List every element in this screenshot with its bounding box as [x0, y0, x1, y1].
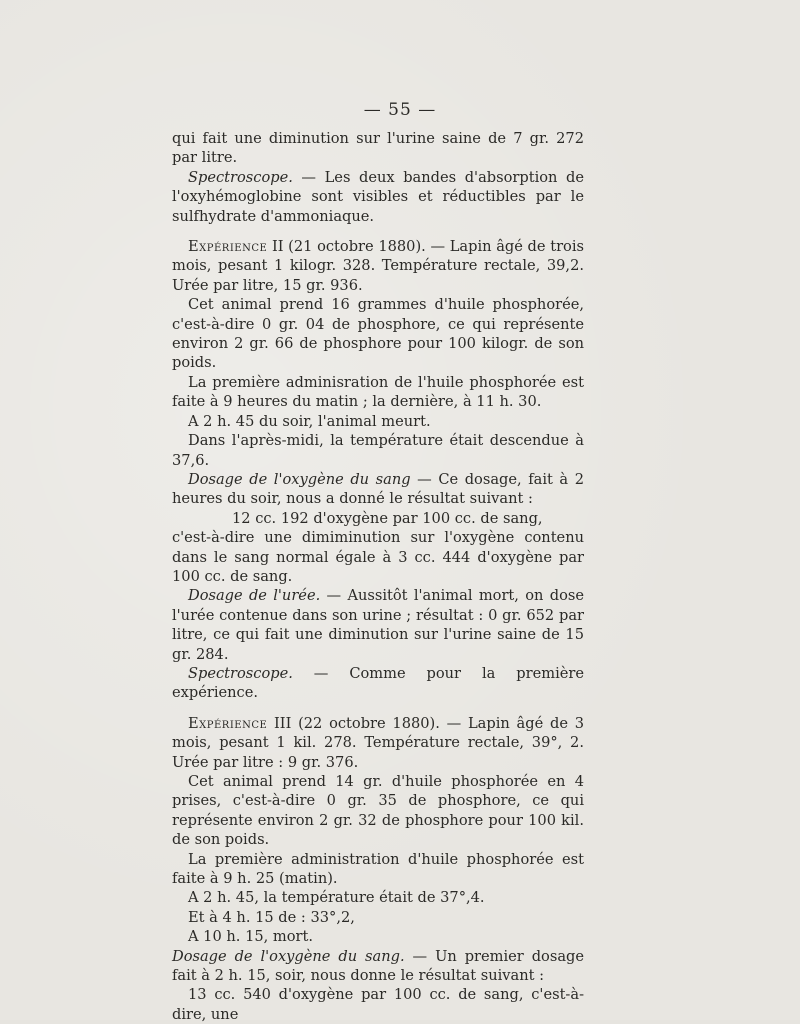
paragraph: c'est-à-dire une dimiminution sur l'oxygène contenu dans le sang normal égale à 3 cc. 444 d'oxygène par 100 cc. de sang. — [172, 529, 584, 585]
paragraph-spectroscope — [172, 664, 584, 703]
paragraph: qui fait une diminution sur l'urine saine de 7 gr. 272 par litre. — [172, 130, 584, 167]
section-label: Spectroscope. — [188, 168, 293, 186]
paragraph-dosage-uree — [172, 586, 584, 664]
section-label: Spectroscope. — [188, 664, 293, 682]
paragraph: Et à 4 h. 15 de : 33°,2, — [188, 908, 355, 926]
paragraph-experience-2 — [172, 237, 584, 295]
paragraph-text: — Ce dosage, fait à 2 heures du soir, nous a donné le résultat suivant : — [172, 470, 584, 508]
paragraph: 13 cc. 540 d'oxygène par 100 cc. de sang, c'est-à-dire, une — [172, 986, 584, 1023]
section-label: Dosage de l'oxygène du sang. — [172, 947, 405, 965]
paragraph: Cet animal prend 16 grammes d'huile phosphorée, c'est-à-dire 0 gr. 04 de phosphore, ce qui représente environ 2 gr. 66 de phosphore pour 100 kilogr. de son poids. — [172, 296, 584, 372]
result-line: 12 cc. 192 d'oxygène par 100 cc. de sang, — [232, 509, 543, 527]
paragraph: Cet animal prend 14 gr. d'huile phosphorée en 4 prises, c'est-à-dire 0 gr. 35 de phosphore, ce qui représente environ 2 gr. 32 de phosphore pour 100 kil. de son poids. — [172, 773, 584, 849]
section-label: Dosage de l'oxygène du sang — [188, 470, 411, 488]
paragraph-text: — Les deux bandes d'absorption de l'oxyhémoglobine sont visibles et réductibles par le sulfhydrate d'ammoniaque. — [172, 168, 584, 225]
page-number: — 55 — — [363, 100, 437, 120]
section-label: Expérience — [188, 238, 268, 256]
paragraph-dosage-oxygene — [172, 470, 584, 509]
paragraph-text: III (22 octobre 1880). — Lapin âgé de 3 mois, pesant 1 kil. 278. Température rectale, 39°, 2. Urée par litre : 9 gr. 376. — [172, 714, 584, 771]
paragraph: La première administration d'huile phosphorée est faite à 9 h. 25 (matin). — [172, 850, 584, 888]
paragraph: A 2 h. 45 du soir, l'animal meurt. — [188, 412, 431, 430]
paragraph-text: — Aussitôt l'animal mort, on dose l'urée contenue dans son urine ; résultat : 0 gr. 652 par litre, ce qui fait une diminution sur l'urine saine de 15 gr. 284. — [172, 587, 584, 663]
body-text — [172, 129, 584, 1024]
section-label: Dosage de l'urée. — [188, 587, 321, 605]
paragraph: A 10 h. 15, mort. — [188, 928, 314, 946]
paragraph-text: — Un premier dosage fait à 2 h. 15, soir, nous donne le résultat suivant : — [172, 947, 584, 985]
paragraph: A 2 h. 45, la température était de 37°,4. — [188, 889, 485, 907]
section-label: Expérience — [188, 714, 268, 732]
paragraph: La première adminisration de l'huile phosphorée est faite à 9 heures du matin ; la dernière, à 11 h. 30. — [172, 373, 584, 411]
paragraph-dosage-oxygene-2 — [172, 947, 584, 986]
paragraph-text: II (21 octobre 1880). — Lapin âgé de trois mois, pesant 1 kilogr. 328. Température rectale, 39,2. Urée par litre, 15 gr. 936. — [172, 238, 584, 294]
paragraph-experience-3 — [172, 714, 584, 772]
paragraph: Dans l'après-midi, la température était descendue à 37,6. — [172, 432, 584, 469]
paragraph-text: — Comme pour la première expérience. — [172, 664, 584, 702]
paragraph-spectroscope — [172, 168, 584, 226]
